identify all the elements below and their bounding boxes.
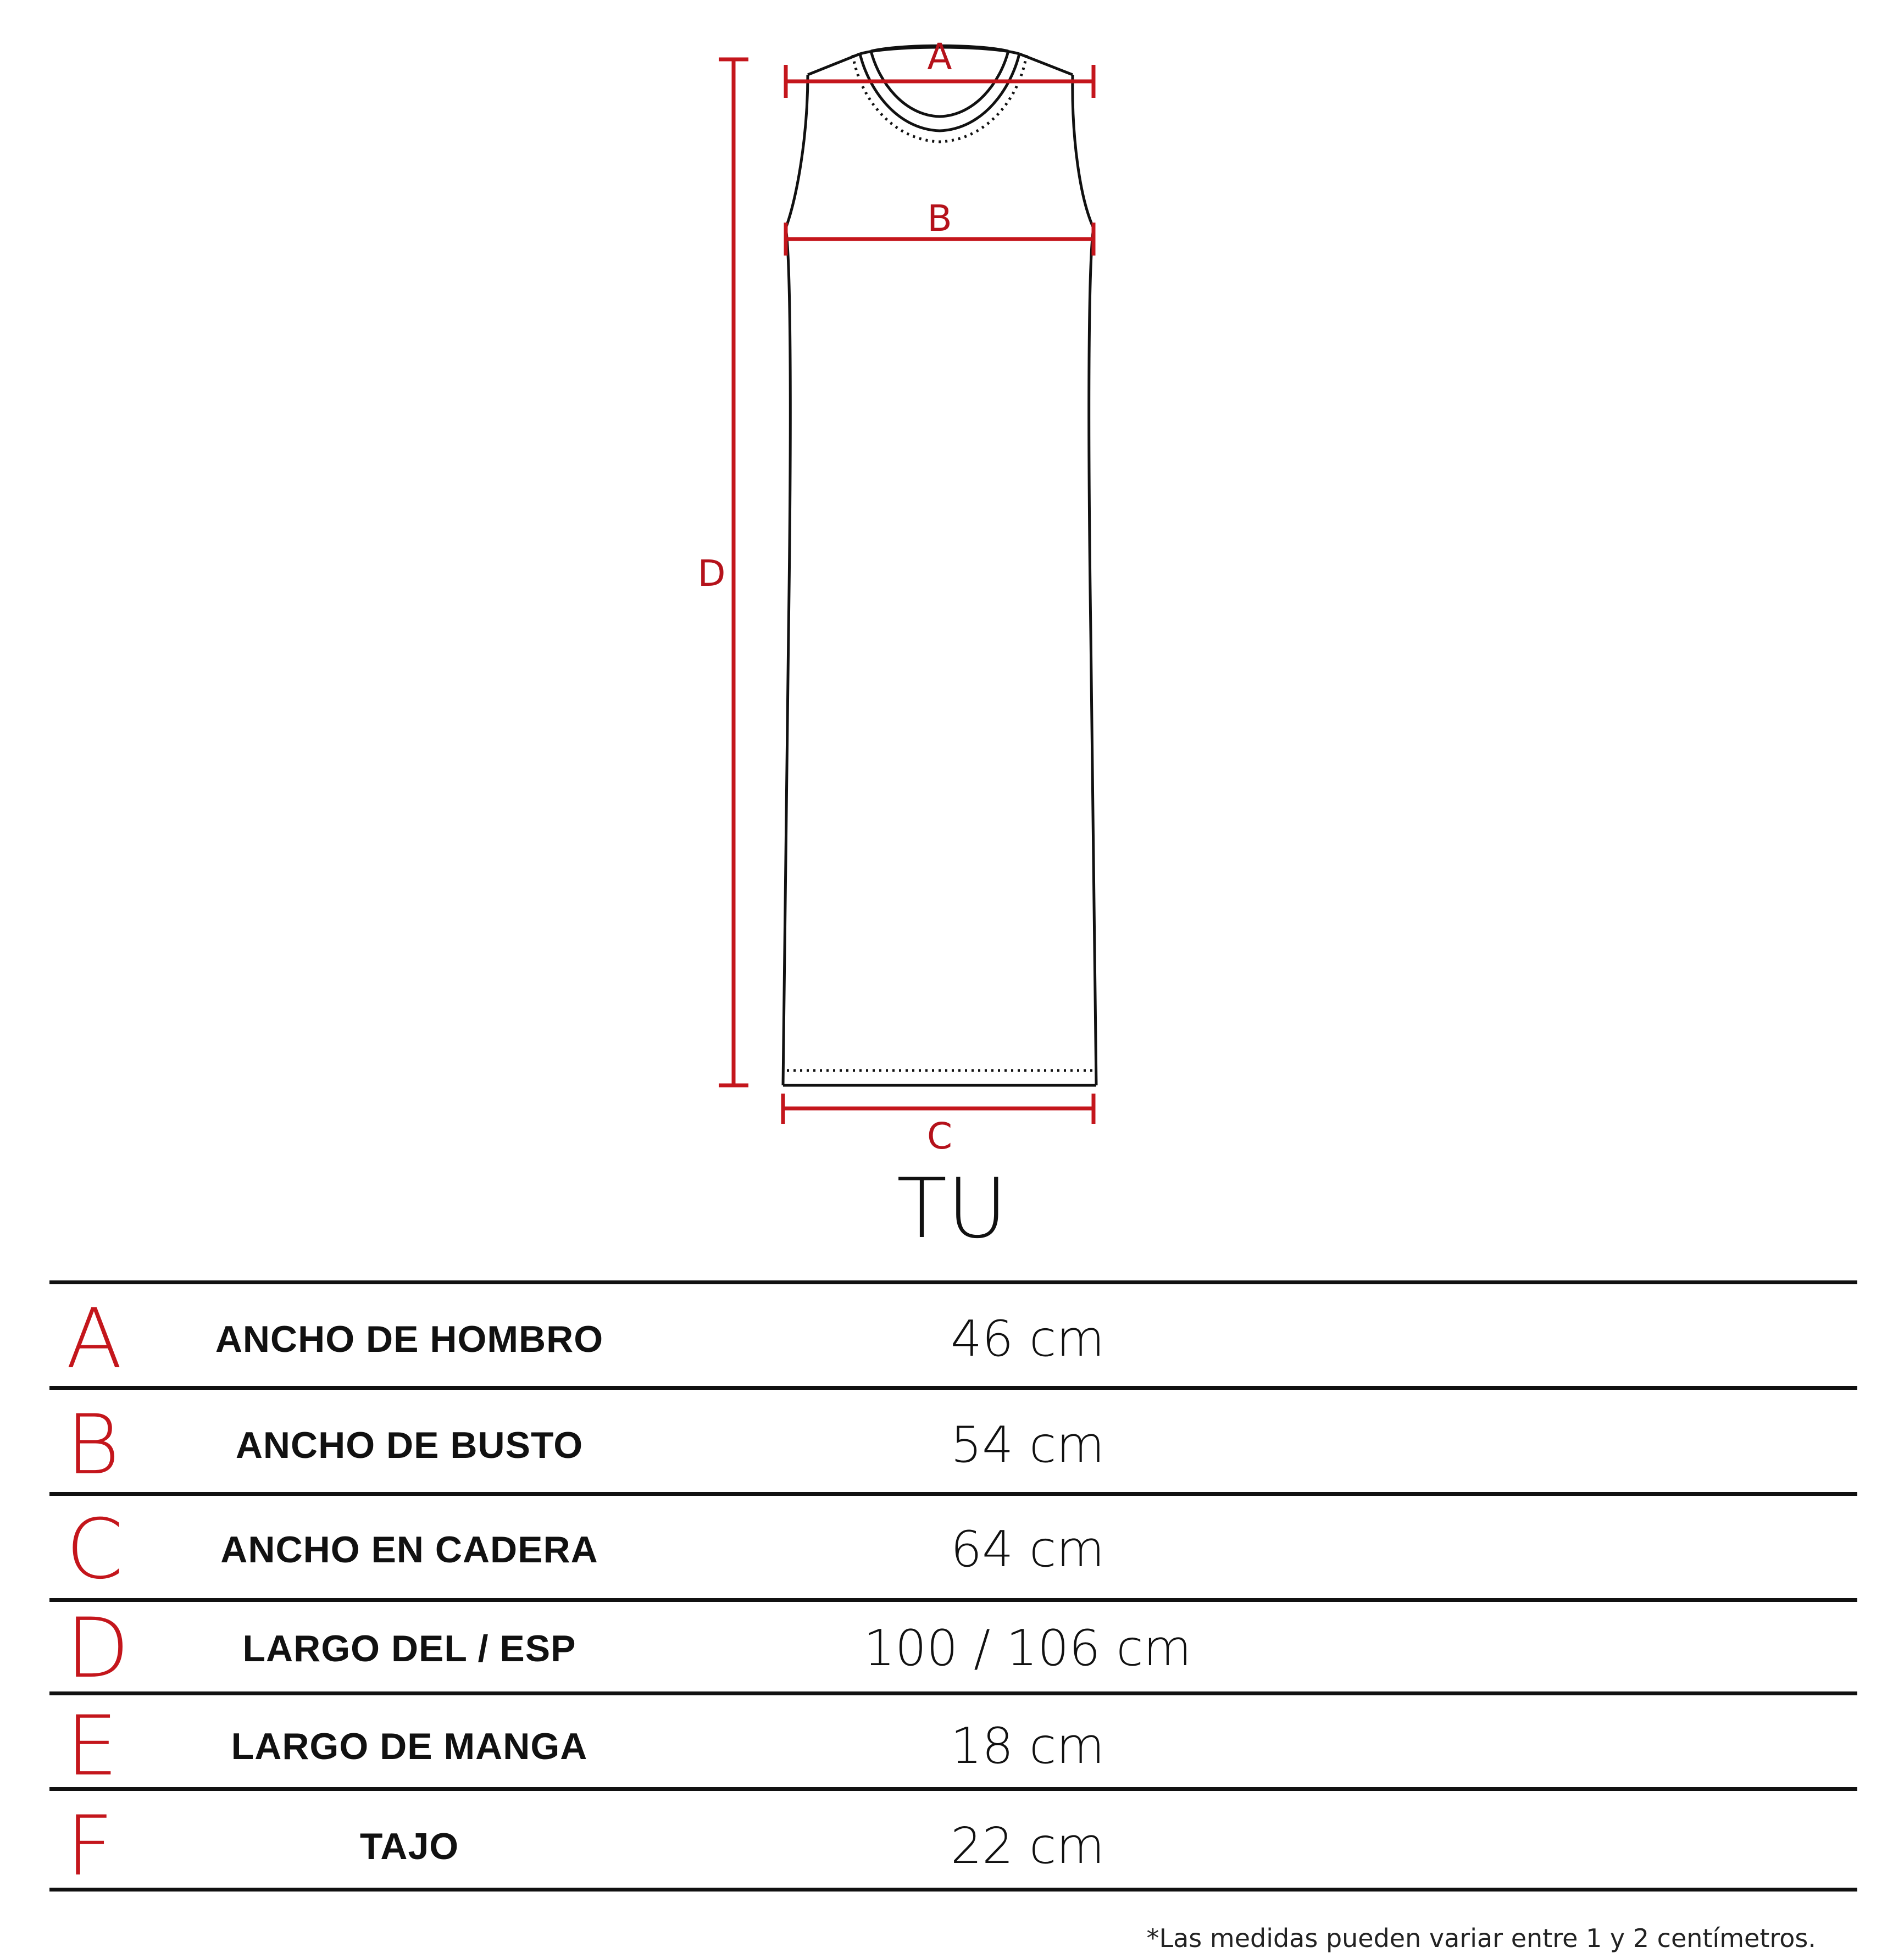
table-row (49, 1287, 1857, 1391)
table-row (49, 1694, 1857, 1799)
row-value: 54 cm (950, 1416, 1105, 1474)
measure-c-label: C (926, 1115, 953, 1157)
measure-d-label: D (697, 552, 726, 595)
row-value: 46 cm (950, 1310, 1105, 1368)
row-letter: C (66, 1502, 124, 1598)
measure-a-label: A (927, 36, 952, 78)
row-value: 64 cm (950, 1521, 1105, 1578)
row-name: ANCHO DE HOMBRO (215, 1318, 604, 1360)
row-value: 22 cm (950, 1817, 1105, 1875)
row-name: LARGO DE MANGA (231, 1726, 588, 1767)
row-name: ANCHO DE BUSTO (235, 1424, 584, 1466)
measure-b-label: B (927, 197, 952, 240)
row-value: 18 cm (950, 1717, 1105, 1775)
footnote: *Las medidas pueden variar entre 1 y 2 centímetros. (1146, 1923, 1816, 1953)
row-letter: E (66, 1699, 118, 1794)
row-letter: D (66, 1601, 130, 1696)
table-row (49, 1393, 1857, 1497)
table-top-rule (49, 1280, 1857, 1284)
size-title: TU (896, 1161, 1008, 1257)
table-row (49, 1794, 1857, 1899)
row-letter: F (66, 1799, 114, 1894)
table-row (49, 1596, 1857, 1701)
table-row (49, 1497, 1857, 1602)
row-letter: A (66, 1291, 123, 1387)
row-name: ANCHO EN CADERA (220, 1529, 598, 1571)
row-name: TAJO (359, 1826, 459, 1867)
row-value: 100 / 106 cm (863, 1619, 1192, 1677)
row-name: LARGO DEL / ESP (242, 1628, 576, 1669)
row-letter: B (66, 1397, 120, 1493)
